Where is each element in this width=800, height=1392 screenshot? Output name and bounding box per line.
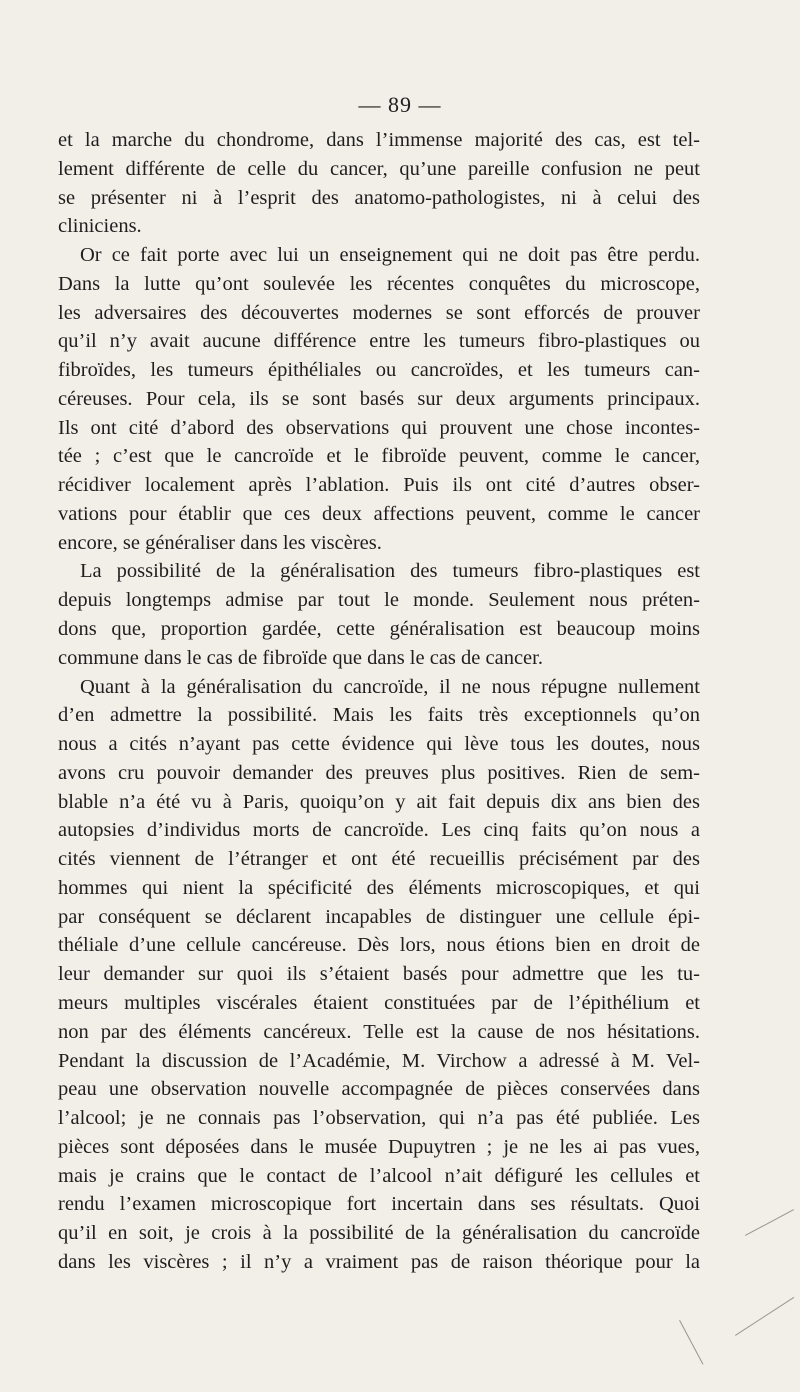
text-line: avons cru pouvoir demander des preuves plus positives. Rien de sem- xyxy=(58,761,700,784)
scan-mark xyxy=(735,1297,794,1336)
text-line: encore, se généraliser dans les viscères. xyxy=(58,531,382,554)
text-line: lement différente de celle du cancer, qu’une pareille confusion ne peut xyxy=(58,157,700,180)
text-line: rendu l’examen microscopique fort incertain dans ses résultats. Quoi xyxy=(58,1193,700,1216)
text-line: qu’il en soit, je crois à la possibilité de la généralisation du cancroïde xyxy=(58,1222,700,1245)
text-line: meurs multiples viscérales étaient constituées par de l’épithélium et xyxy=(58,991,700,1014)
text-line: d’en admettre la possibilité. Mais les faits très exceptionnels qu’on xyxy=(58,704,700,727)
text-line: Ils ont cité d’abord des observations qui prouvent une chose incontes- xyxy=(58,416,700,439)
text-line: non par des éléments cancéreux. Telle est la cause de nos hésitations. xyxy=(58,1020,700,1043)
text-line: depuis longtemps admise par tout le monde. Seulement nous préten- xyxy=(58,589,700,612)
text-line: hommes qui nient la spécificité des éléments microscopiques, et qui xyxy=(58,876,700,899)
text-line: fibroïdes, les tumeurs épithéliales ou cancroïdes, et les tumeurs can- xyxy=(58,359,700,382)
text-line: céreuses. Pour cela, ils se sont basés sur deux arguments principaux. xyxy=(58,387,700,410)
text-line: cités viennent de l’étranger et ont été recueillis précisément par des xyxy=(58,848,700,871)
text-line: vations pour établir que ces deux affections peuvent, comme le cancer xyxy=(58,502,700,525)
text-line: leur demander sur quoi ils s’étaient basés pour admettre que les tu- xyxy=(58,963,700,986)
text-line: récidiver localement après l’ablation. Puis ils ont cité d’autres obser- xyxy=(58,474,700,497)
scan-mark xyxy=(745,1209,794,1236)
text-line: pièces sont déposées dans le musée Dupuytren ; je ne les ai pas vues, xyxy=(58,1135,700,1158)
text-line: Or ce fait porte avec lui un enseignement qui ne doit pas être perdu. xyxy=(80,244,700,267)
text-line: dans les viscères ; il n’y a vraiment pas de raison théorique pour la xyxy=(58,1250,700,1273)
text-line: tée ; c’est que le cancroïde et le fibroïde peuvent, comme le cancer, xyxy=(58,445,700,468)
text-line: Quant à la généralisation du cancroïde, il ne nous répugne nullement xyxy=(80,675,700,698)
text-line: cliniciens. xyxy=(58,215,142,238)
text-line: autopsies d’individus morts de cancroïde. Les cinq faits qu’on nous a xyxy=(58,819,700,842)
text-line: et la marche du chondrome, dans l’immense majorité des cas, est tel- xyxy=(58,129,700,151)
text-line: dons que, proportion gardée, cette généralisation est beaucoup moins xyxy=(58,618,700,641)
body-text xyxy=(58,126,700,1277)
text-line: nous a cités n’ayant pas cette évidence qui lève tous les doutes, nous xyxy=(58,733,700,756)
text-line: peau une observation nouvelle accompagnée de pièces conservées dans xyxy=(58,1078,700,1101)
text-line: commune dans le cas de fibroïde que dans le cas de cancer. xyxy=(58,646,543,669)
text-line: blable n’a été vu à Paris, quoiqu’on y ait fait depuis dix ans bien des xyxy=(58,790,700,813)
text-line: l’alcool; je ne connais pas l’observation, qui n’a pas été publiée. Les xyxy=(58,1107,700,1130)
page-number: — 89 — xyxy=(358,92,442,117)
text-line: La possibilité de la généralisation des tumeurs fibro-plastiques est xyxy=(80,560,700,583)
text-line: Pendant la discussion de l’Académie, M. Virchow a adressé à M. Vel- xyxy=(58,1049,700,1072)
text-line: Dans la lutte qu’ont soulevée les récentes conquêtes du microscope, xyxy=(58,272,700,295)
text-line: les adversaires des découvertes modernes se sont efforcés de prouver xyxy=(58,301,700,324)
text-line: se présenter ni à l’esprit des anatomo-pathologistes, ni à celui des xyxy=(58,186,700,209)
text-line: qu’il n’y avait aucune différence entre les tumeurs fibro-plastiques ou xyxy=(58,330,700,353)
scan-mark xyxy=(679,1320,703,1365)
text-line: par conséquent se déclarent incapables de distinguer une cellule épi- xyxy=(58,905,700,928)
text-line: théliale d’une cellule cancéreuse. Dès lors, nous étions bien en droit de xyxy=(58,934,700,957)
text-line: mais je crains que le contact de l’alcool n’ait défiguré les cellules et xyxy=(58,1164,700,1187)
